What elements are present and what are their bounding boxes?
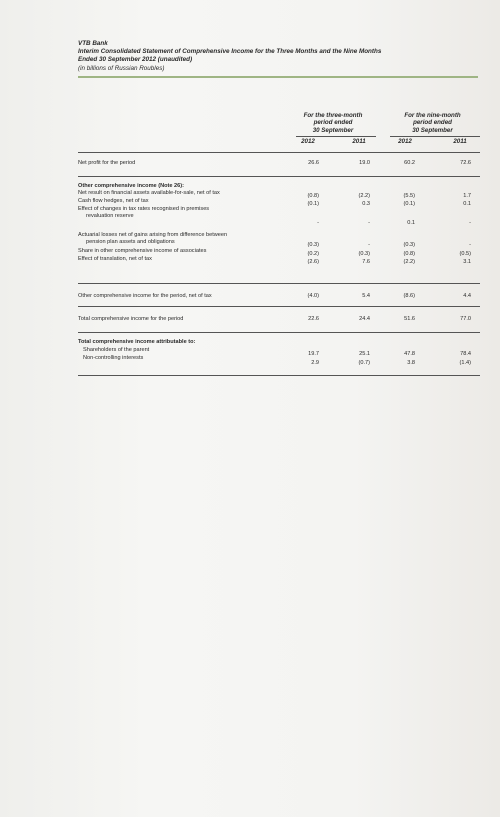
row-actuarial-label1: Actuarial losses net of gains arising from difference between <box>78 232 228 238</box>
row-total-ci-v4: 77.0 <box>460 316 471 322</box>
row-shareholders-v3: 47.8 <box>404 351 415 357</box>
year-2012-9m: 2012 <box>398 138 412 145</box>
row-oci-total-v3: (8.6) <box>403 293 415 299</box>
header-rule <box>78 76 478 78</box>
total-ci-rule <box>78 332 480 333</box>
oci-heading: Other comprehensive income (Note 26): <box>78 183 184 189</box>
nine-month-rule <box>390 136 480 137</box>
statement-title-line2: Ended 30 September 2012 (unaudited) <box>78 56 193 64</box>
row-cfh-v4: 0.1 <box>463 201 471 207</box>
row-actuarial-label2: pension plan assets and obligations <box>86 239 175 245</box>
statement-title-line1: Interim Consolidated Statement of Comprehensive Income for the Three Months and the Nine Months <box>78 48 382 56</box>
row-actuarial-v1: (0.3) <box>307 242 319 248</box>
row-total-ci-label: Total comprehensive income for the period <box>78 316 184 322</box>
row-tax-rates-v2: - <box>368 220 370 226</box>
row-translation-v1: (2.6) <box>307 259 319 265</box>
row-tax-rates-v4: - <box>469 220 471 226</box>
nine-month-heading: For the nine-month period ended 30 September <box>404 112 461 134</box>
row-translation-v4: 3.1 <box>463 259 471 265</box>
row-nci-label: Non-controlling interests <box>83 355 144 361</box>
row-total-ci-v1: 22.6 <box>308 316 319 322</box>
row-associates-label: Share in other comprehensive income of associates <box>78 248 207 254</box>
row-tax-rates-v3: 0.1 <box>407 220 415 226</box>
row-shareholders-v4: 78.4 <box>460 351 471 357</box>
row-oci-total-v4: 4.4 <box>463 293 471 299</box>
year-2011-9m: 2011 <box>453 138 467 145</box>
row-net-profit-v2: 19.0 <box>359 160 370 166</box>
year-2012-3m: 2012 <box>301 138 315 145</box>
row-translation-label: Effect of translation, net of tax <box>78 256 152 262</box>
statement-header <box>78 40 478 73</box>
row-associates-v4: (0.5) <box>459 251 471 257</box>
row-shareholders-label: Shareholders of the parent <box>83 347 150 353</box>
final-rule <box>78 375 480 376</box>
row-shareholders-v1: 19.7 <box>308 351 319 357</box>
row-net-profit-v1: 26.6 <box>308 160 319 166</box>
row-cfh-v3: (0.1) <box>403 201 415 207</box>
row-associates-v3: (0.8) <box>403 251 415 257</box>
three-month-heading: For the three-month period ended 30 September <box>303 112 363 134</box>
row-afs-v2: (2.2) <box>358 193 370 199</box>
row-afs-v4: 1.7 <box>463 193 471 199</box>
row-net-profit-v3: 60.2 <box>404 160 415 166</box>
row-nci-v4: (1.4) <box>459 360 471 366</box>
row-nci-v2: (0.7) <box>358 360 370 366</box>
three-month-rule <box>296 136 376 137</box>
row-total-ci-v2: 24.4 <box>359 316 370 322</box>
row-cfh-v2: 0.3 <box>362 201 370 207</box>
units-note: (in billions of Russian Roubles) <box>78 64 165 72</box>
row-tax-rates-v1: - <box>317 220 319 226</box>
row-total-ci-v3: 51.6 <box>404 316 415 322</box>
net-profit-rule <box>78 176 480 177</box>
year-2011-3m: 2011 <box>352 138 366 145</box>
row-translation-v2: 7.6 <box>362 259 370 265</box>
row-shareholders-v2: 25.1 <box>359 351 370 357</box>
row-actuarial-v3: (0.3) <box>403 242 415 248</box>
row-cfh-label: Cash flow hedges, net of tax <box>78 198 149 204</box>
row-nci-v1: 2.9 <box>311 360 319 366</box>
row-oci-total-v1: (4.0) <box>307 293 319 299</box>
row-tax-rates-label1: Effect of changes in tax rates recognised in premises <box>78 206 210 212</box>
row-oci-total-v2: 5.4 <box>362 293 370 299</box>
row-net-profit-label: Net profit for the period <box>78 160 136 166</box>
row-afs-label: Net result on financial assets available-for-sale, net of tax <box>78 190 220 196</box>
header-bottom-rule <box>78 152 480 153</box>
attrib-heading: Total comprehensive income attributable to: <box>78 339 196 345</box>
row-associates-v2: (0.3) <box>358 251 370 257</box>
row-tax-rates-label2: revaluation reserve <box>86 213 134 219</box>
row-actuarial-v2: - <box>368 242 370 248</box>
oci-block-rule <box>78 283 480 284</box>
row-nci-v3: 3.8 <box>407 360 415 366</box>
row-actuarial-v4: - <box>469 242 471 248</box>
row-associates-v1: (0.2) <box>307 251 319 257</box>
row-translation-v3: (2.2) <box>403 259 415 265</box>
oci-total-rule <box>78 306 480 307</box>
bank-name: VTB Bank <box>78 40 108 47</box>
row-cfh-v1: (0.1) <box>307 201 319 207</box>
row-net-profit-v4: 72.6 <box>460 160 471 166</box>
row-afs-v1: (0.8) <box>307 193 319 199</box>
row-afs-v3: (5.5) <box>403 193 415 199</box>
row-oci-total-label: Other comprehensive income for the period, net of tax <box>78 293 212 299</box>
